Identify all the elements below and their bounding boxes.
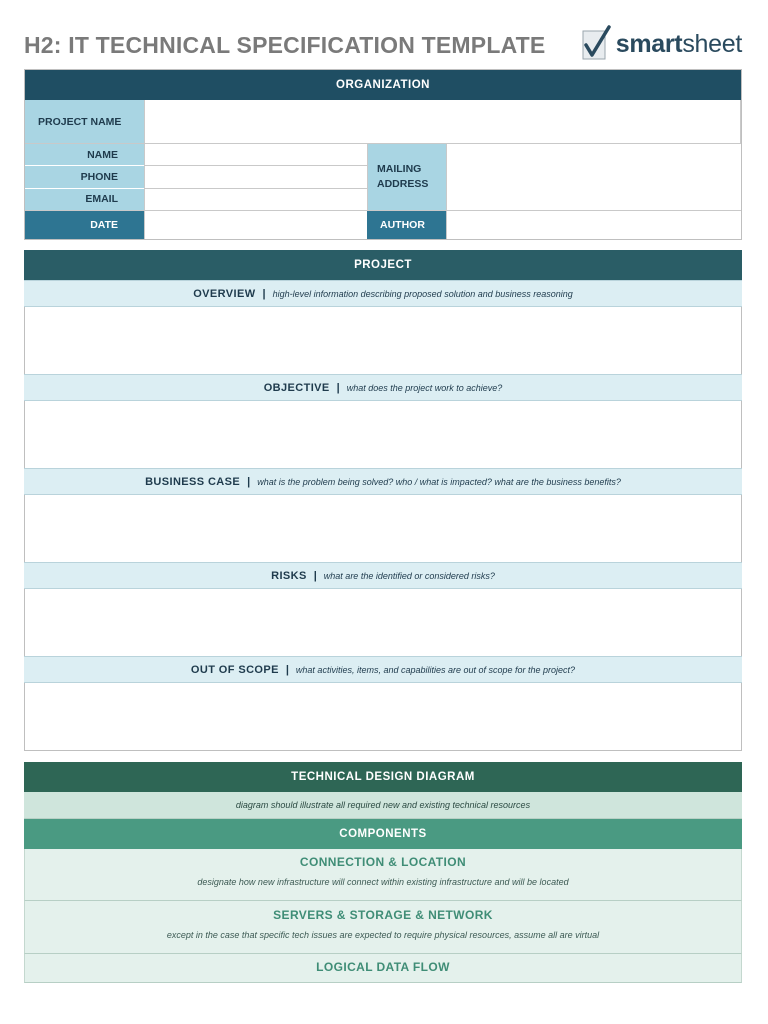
technical-section	[24, 762, 742, 983]
checkmark-icon	[580, 25, 612, 63]
out-of-scope-field[interactable]	[24, 683, 742, 750]
contact-labels	[25, 144, 144, 210]
contact-block	[25, 144, 741, 211]
mailing-address-field[interactable]	[446, 144, 741, 210]
separator: |	[336, 381, 340, 394]
name-field[interactable]	[145, 144, 367, 166]
business-case-hint: what is the problem being solved? who / what is impacted? what are the business benefits?	[257, 476, 621, 487]
contact-fields	[144, 144, 367, 210]
smartsheet-logo	[580, 24, 742, 64]
connection-location-title: CONNECTION & LOCATION	[299, 855, 467, 869]
project-name-field[interactable]	[144, 100, 741, 143]
project-section	[24, 250, 742, 751]
objective-hint: what does the project work to achieve?	[346, 382, 503, 393]
organization-section	[24, 69, 742, 240]
technical-hint: diagram should illustrate all required new and existing technical resources	[24, 792, 742, 819]
objective-title: OBJECTIVE	[263, 381, 330, 394]
phone-field[interactable]	[145, 166, 367, 188]
out-of-scope-title: OUT OF SCOPE	[190, 663, 279, 676]
overview-hint: high-level information describing proposed solution and business reasoning	[272, 288, 573, 299]
email-field[interactable]	[145, 189, 367, 210]
servers-storage-network-block[interactable]	[24, 901, 742, 954]
phone-label: PHONE	[25, 166, 144, 188]
business-case-title: BUSINESS CASE	[145, 475, 241, 488]
logical-data-flow-title: LOGICAL DATA FLOW	[316, 960, 450, 974]
separator: |	[313, 569, 317, 582]
logical-data-flow-block[interactable]	[24, 954, 742, 983]
out-of-scope-heading	[24, 656, 742, 683]
servers-storage-network-title: SERVERS & STORAGE & NETWORK	[273, 908, 493, 922]
date-author-row	[25, 211, 741, 239]
name-label: NAME	[25, 144, 144, 166]
risks-title: RISKS	[271, 569, 307, 582]
date-label: DATE	[25, 211, 144, 239]
connection-location-hint: designate how new infrastructure will connect within existing infrastructure and will be located	[197, 877, 569, 887]
mailing-address-label: MAILING ADDRESS	[367, 144, 446, 210]
out-of-scope-hint: what activities, items, and capabilities are out of scope for the project?	[295, 664, 576, 675]
author-field[interactable]	[446, 211, 741, 239]
risks-heading	[24, 562, 742, 589]
separator: |	[285, 663, 289, 676]
project-header: PROJECT	[24, 250, 742, 280]
page-title: H2: IT TECHNICAL SPECIFICATION TEMPLATE	[24, 32, 546, 58]
logo-text-smart: smart	[615, 29, 683, 58]
technical-header: TECHNICAL DESIGN DIAGRAM	[24, 762, 742, 792]
objective-field[interactable]	[24, 401, 742, 468]
project-name-row	[25, 100, 741, 144]
email-label: EMAIL	[25, 189, 144, 210]
overview-heading	[24, 280, 742, 307]
organization-header: ORGANIZATION	[25, 70, 741, 100]
logo-text-sheet: sheet	[682, 29, 742, 58]
business-case-field[interactable]	[24, 495, 742, 562]
overview-title: OVERVIEW	[193, 287, 256, 300]
objective-heading	[24, 374, 742, 401]
date-field[interactable]	[144, 211, 367, 239]
risks-hint: what are the identified or considered risks?	[323, 570, 495, 581]
servers-storage-network-hint: except in the case that specific tech issues are expected to require physical resources, assume all are virtual	[166, 930, 600, 940]
components-header: COMPONENTS	[24, 819, 742, 849]
business-case-heading	[24, 468, 742, 495]
risks-field[interactable]	[24, 589, 742, 656]
overview-field[interactable]	[24, 307, 742, 374]
separator: |	[247, 475, 251, 488]
connection-location-block[interactable]	[24, 849, 742, 901]
author-label: AUTHOR	[367, 211, 446, 239]
project-name-label: PROJECT NAME	[25, 100, 144, 143]
separator: |	[262, 287, 266, 300]
